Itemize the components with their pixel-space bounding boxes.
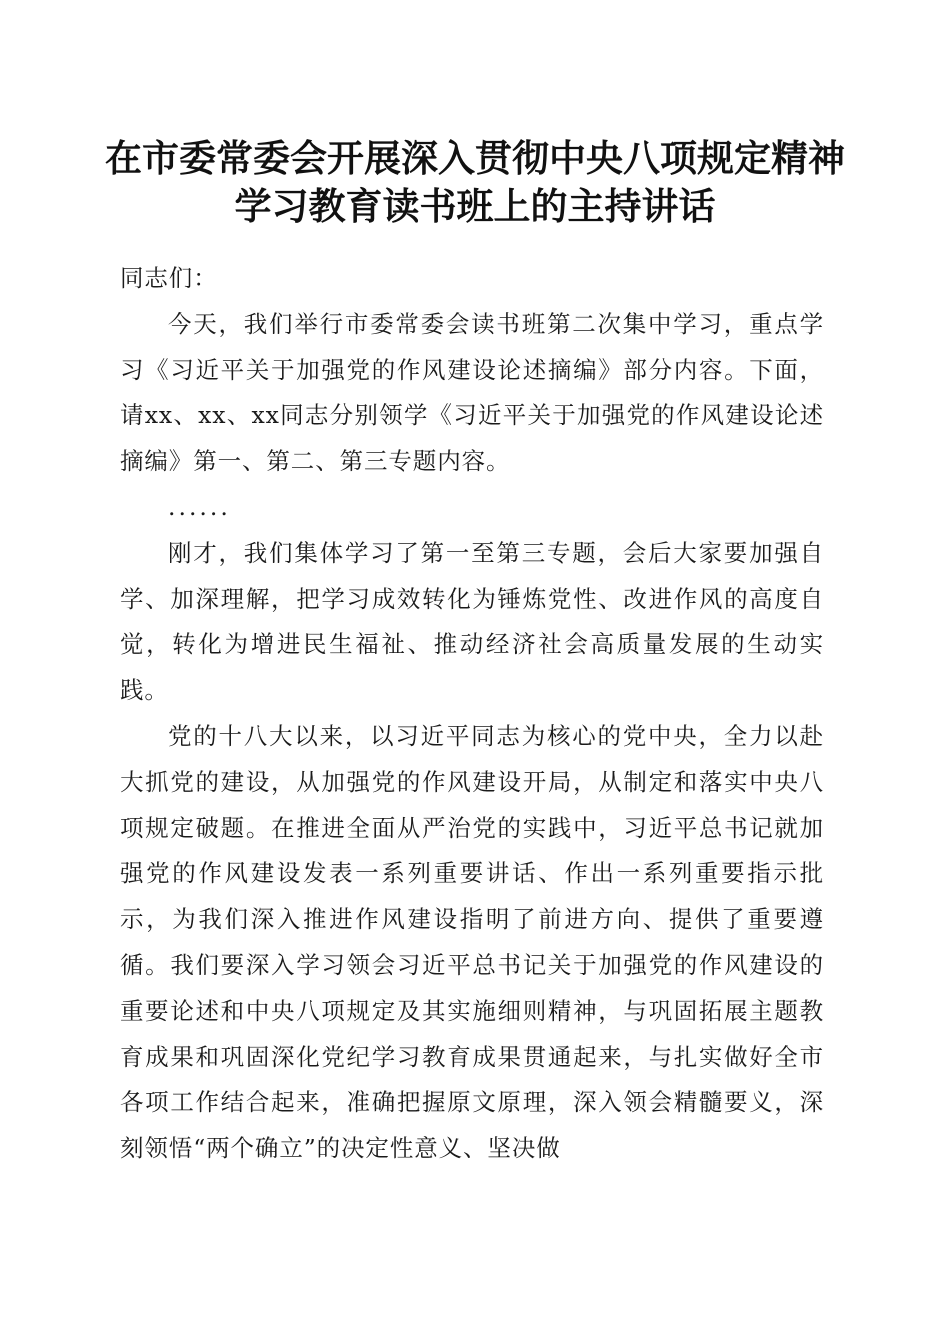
document-title	[100, 134, 850, 230]
paragraph-1: 今天，我们举行市委常委会读书班第二次集中学习，重点学习《习近平关于加强党的作风建设论述摘编》部分内容。下面，请xx、xx、xx同志分别领学《习近平关于加强党的作风建设论述摘编》第一、第二、第三专题内容。	[120, 309, 824, 476]
paragraph-2: 刚才，我们集体学习了第一至第三专题，会后大家要加强自学、加深理解，把学习成效转化为锤炼党性、改进作风的高度自觉，转化为增进民生福祉、推动经济社会高质量发展的生动实践。	[120, 538, 824, 705]
document-body	[120, 256, 824, 1172]
omission-ellipsis	[120, 485, 824, 531]
ellipsis-text: ......	[168, 492, 231, 521]
paragraph-3: 党的十八大以来，以习近平同志为核心的党中央，全力以赴大抓党的建设，从加强党的作风建设开局，从制定和落实中央八项规定破题。在推进全面从严治党的实践中，习近平总书记就加强党的作风建设发表一系列重要讲话、作出一系列重要指示批示，为我们深入推进作风建设指明了前进方向、提供了重要遵循。我们要深入学习领会习近平总书记关于加强党的作风建设的重要论述和中央八项规定及其实施细则精神，与巩固拓展主题教育成果和巩固深化党纪学习教育成果贯通起来，与扎实做好全市各项工作结合起来，准确把握原文原理，深入领会精髓要义，深刻领悟“两个确立”的决定性意义、坚决做	[120, 721, 824, 1163]
title-line-1: 在市委常委会开展深入贯彻中央八项规定精神	[105, 136, 845, 180]
salutation: 同志们：	[120, 264, 218, 292]
title-line-2: 学习教育读书班上的主持讲话	[234, 184, 716, 228]
